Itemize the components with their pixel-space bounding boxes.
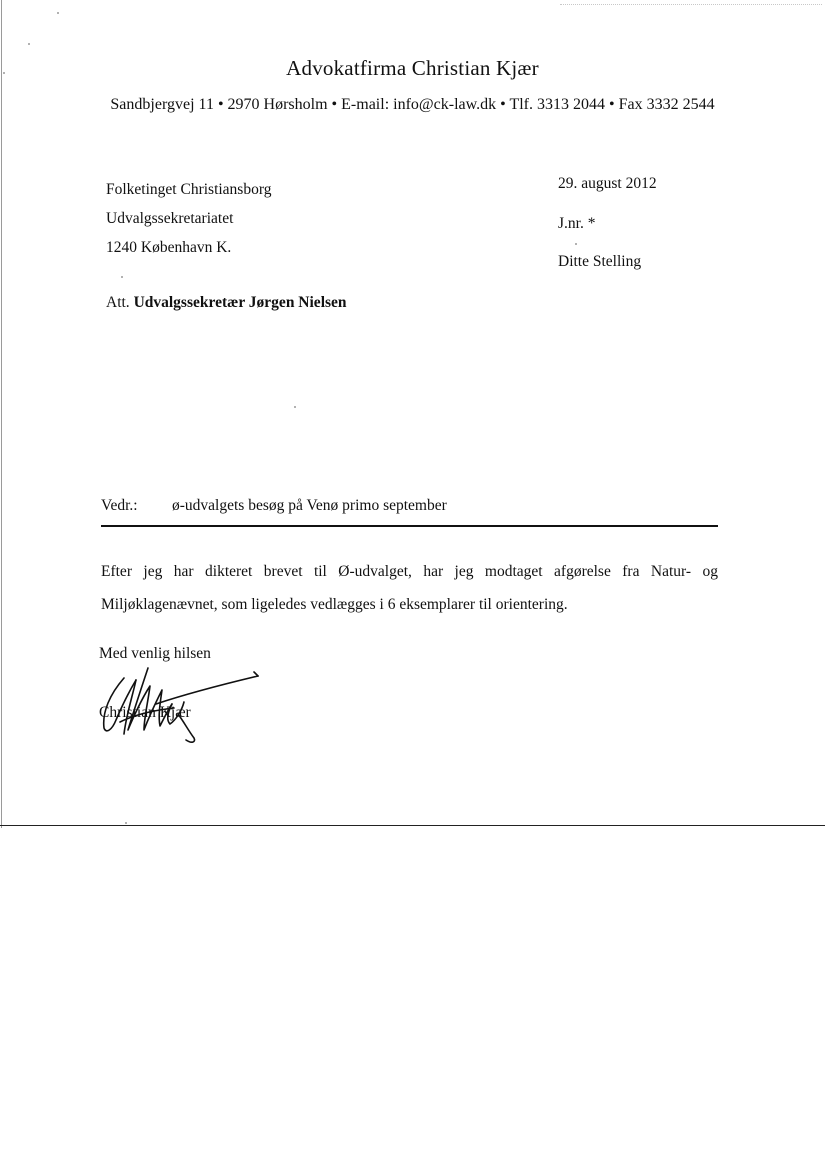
signer-name: Christian Kjær [99, 704, 191, 721]
firm-name: Advokatfirma Christian Kjær [286, 56, 539, 80]
recipient-address [106, 175, 271, 262]
scan-speck [125, 822, 127, 824]
scan-speck [28, 43, 30, 45]
case-handler: Ditte Stelling [558, 253, 642, 270]
subject-label: Vedr.: [101, 497, 138, 514]
scan-speck [294, 406, 296, 408]
closing-greeting: Med venlig hilsen [99, 645, 211, 662]
attention-prefix: Att. [106, 294, 130, 311]
scan-speck [575, 243, 577, 245]
attention-name: Udvalgssekretær Jørgen Nielsen [133, 294, 347, 311]
handwritten-signature [96, 664, 266, 748]
scan-fold-line [0, 825, 825, 826]
scan-speck [121, 276, 123, 278]
scan-top-dots [560, 4, 822, 5]
recipient-line: Folketinget Christiansborg [106, 181, 272, 198]
subject-divider [101, 525, 718, 527]
subject-text: ø-udvalgets besøg på Venø primo september [172, 497, 447, 514]
letter-date: 29. august 2012 [558, 175, 657, 192]
journal-number: J.nr. * [558, 215, 596, 232]
scan-speck [57, 12, 59, 14]
recipient-line: Udvalgssekretariatet [106, 210, 234, 227]
body-paragraph: Efter jeg har dikteret brevet til Ø-udvalget, har jeg modtaget afgørelse fra Natur- og Miljøklagenævnet, som ligeledes vedlægges i 6 eksemplarer til orientering. [101, 563, 718, 613]
attention-line [106, 294, 347, 312]
scan-left-edge [1, 0, 2, 828]
firm-address-line: Sandbjergvej 11 • 2970 Hørsholm • E-mail: info@ck-law.dk • Tlf. 3313 2044 • Fax 3332 2544 [110, 96, 715, 113]
recipient-line: 1240 København K. [106, 239, 232, 256]
